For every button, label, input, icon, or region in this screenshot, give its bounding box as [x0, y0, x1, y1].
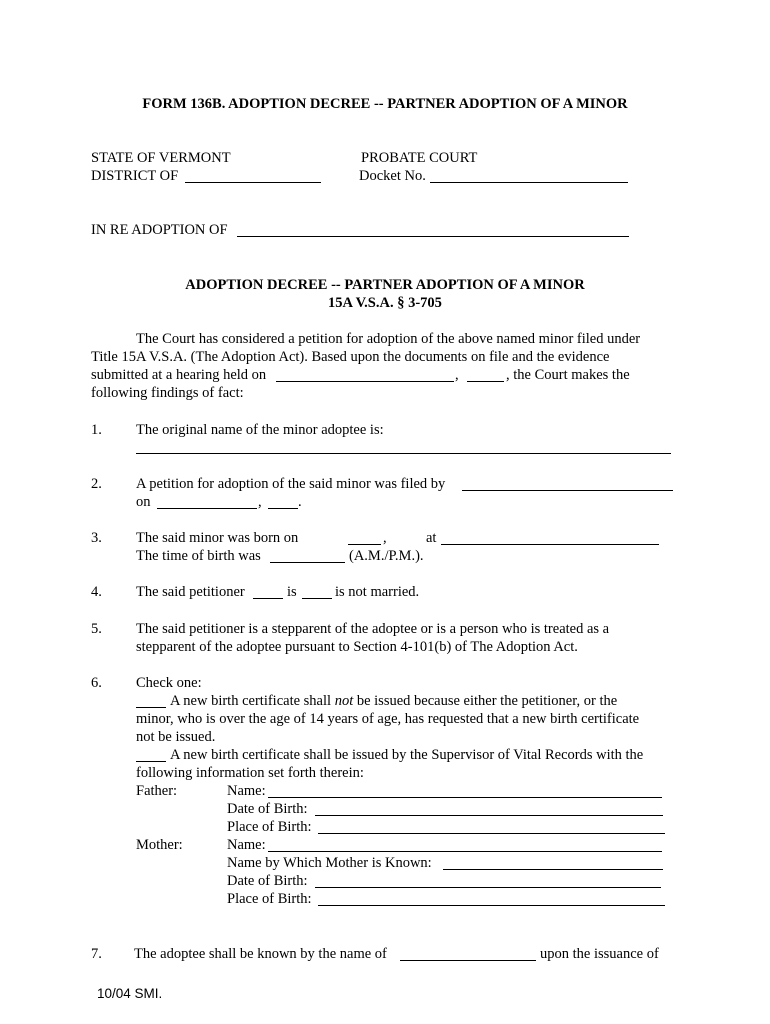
intro-line-1: The Court has considered a petition for adoption of the above named minor filed under: [136, 331, 641, 347]
petition-year-field[interactable]: [268, 508, 298, 509]
decree-heading: ADOPTION DECREE -- PARTNER ADOPTION OF A MINOR: [185, 277, 585, 293]
intro-line-3: submitted at a hearing held on: [91, 367, 267, 383]
intro-line-4: following findings of fact:: [91, 385, 244, 401]
birth-date-field[interactable]: [348, 544, 381, 545]
item-5-line-1: The said petitioner is a stepparent of the adoptee or is a person who is treated as a: [136, 621, 610, 637]
item-5-number: 5.: [91, 621, 102, 637]
petitioner-field[interactable]: [462, 490, 673, 491]
option-1-text-b: be issued because either the petitioner, or the: [356, 693, 618, 709]
option-2-line-2: following information set forth therein:: [136, 765, 364, 781]
option-1-line-2: minor, who is over the age of 14 years of age, has requested that a new birth certificate: [136, 711, 640, 727]
item-2-on: on: [136, 494, 151, 510]
is-not-married-field[interactable]: [302, 598, 332, 599]
item-2-comma: ,: [258, 494, 262, 510]
mother-known-label: Name by Which Mother is Known:: [227, 855, 432, 871]
mother-name-label: Name:: [227, 837, 266, 853]
item-4-text-a: The said petitioner: [136, 584, 245, 600]
item-1-number: 1.: [91, 422, 102, 438]
item-4-text-c: is not married.: [335, 584, 420, 600]
item-3-comma: ,: [383, 530, 387, 546]
mother-label: Mother:: [136, 837, 183, 853]
father-name-label: Name:: [227, 783, 266, 799]
item-7-number: 7.: [91, 946, 102, 962]
item-7-text-b: upon the issuance of: [540, 946, 659, 962]
father-label: Father:: [136, 783, 178, 799]
hearing-date-field[interactable]: [276, 381, 454, 382]
item-3-time: The time of birth was: [136, 548, 261, 564]
option-1-not: not: [334, 693, 354, 709]
state-label: STATE OF VERMONT: [91, 150, 231, 166]
item-4-number: 4.: [91, 584, 102, 600]
docket-label: Docket No.: [359, 168, 426, 184]
father-dob-field[interactable]: [315, 815, 663, 816]
court-label: PROBATE COURT: [361, 150, 478, 166]
item-6-number: 6.: [91, 675, 102, 691]
form-title: FORM 136B. ADOPTION DECREE -- PARTNER ADOPTION OF A MINOR: [142, 96, 628, 112]
check-one-label: Check one:: [136, 675, 202, 691]
hearing-year-field[interactable]: [467, 381, 504, 382]
father-pob-field[interactable]: [318, 833, 665, 834]
mother-pob-field[interactable]: [318, 905, 665, 906]
father-dob-label: Date of Birth:: [227, 801, 308, 817]
comma: ,: [455, 367, 459, 383]
birth-place-field[interactable]: [441, 544, 659, 545]
statute-heading: 15A V.S.A. § 3-705: [328, 295, 442, 311]
intro-line-2: Title 15A V.S.A. (The Adoption Act). Based upon the documents on file and the evidence: [91, 349, 610, 365]
mother-dob-field[interactable]: [315, 887, 661, 888]
item-2-period: .: [298, 494, 302, 510]
birth-time-field[interactable]: [270, 562, 345, 563]
item-3-number: 3.: [91, 530, 102, 546]
in-re-field[interactable]: [237, 236, 629, 237]
adoptee-new-name-field[interactable]: [400, 960, 536, 961]
district-text: DISTRICT OF: [91, 168, 179, 184]
item-3-ampm: (A.M./P.M.).: [349, 548, 424, 564]
mother-pob-label: Place of Birth:: [227, 891, 312, 907]
petition-date-field[interactable]: [157, 508, 257, 509]
mother-name-field[interactable]: [268, 851, 662, 852]
district-label: [91, 167, 178, 185]
option-2-line-1: A new birth certificate shall be issued by the Supervisor of Vital Records with the: [170, 747, 644, 763]
option-1-line-3: not be issued.: [136, 729, 216, 745]
is-married-field[interactable]: [253, 598, 283, 599]
item-4-text-b: is: [287, 584, 297, 600]
option-2-checkbox[interactable]: [136, 761, 166, 762]
item-5-line-2: stepparent of the adoptee pursuant to Section 4-101(b) of The Adoption Act.: [136, 639, 578, 655]
footer-code: 10/04 SMI.: [97, 986, 163, 1001]
father-pob-label: Place of Birth:: [227, 819, 312, 835]
item-2-number: 2.: [91, 476, 102, 492]
in-re-label: IN RE ADOPTION OF: [91, 222, 228, 238]
intro-line-3-end: , the Court makes the: [506, 367, 630, 383]
item-2-text: A petition for adoption of the said minor was filed by: [136, 476, 446, 492]
item-1-text: The original name of the minor adoptee is:: [136, 422, 384, 438]
option-1-checkbox[interactable]: [136, 707, 166, 708]
mother-dob-label: Date of Birth:: [227, 873, 308, 889]
docket-field[interactable]: [430, 182, 628, 183]
item-3-at: at: [426, 530, 437, 546]
item-3-born: The said minor was born on: [136, 530, 299, 546]
original-name-field[interactable]: [136, 453, 671, 454]
father-name-field[interactable]: [268, 797, 662, 798]
item-7-text-a: The adoptee shall be known by the name of: [134, 946, 387, 962]
option-1-text-a: A new birth certificate shall: [170, 693, 332, 709]
district-field[interactable]: [185, 182, 321, 183]
option-1-line-1: [170, 692, 617, 710]
mother-known-field[interactable]: [443, 869, 663, 870]
